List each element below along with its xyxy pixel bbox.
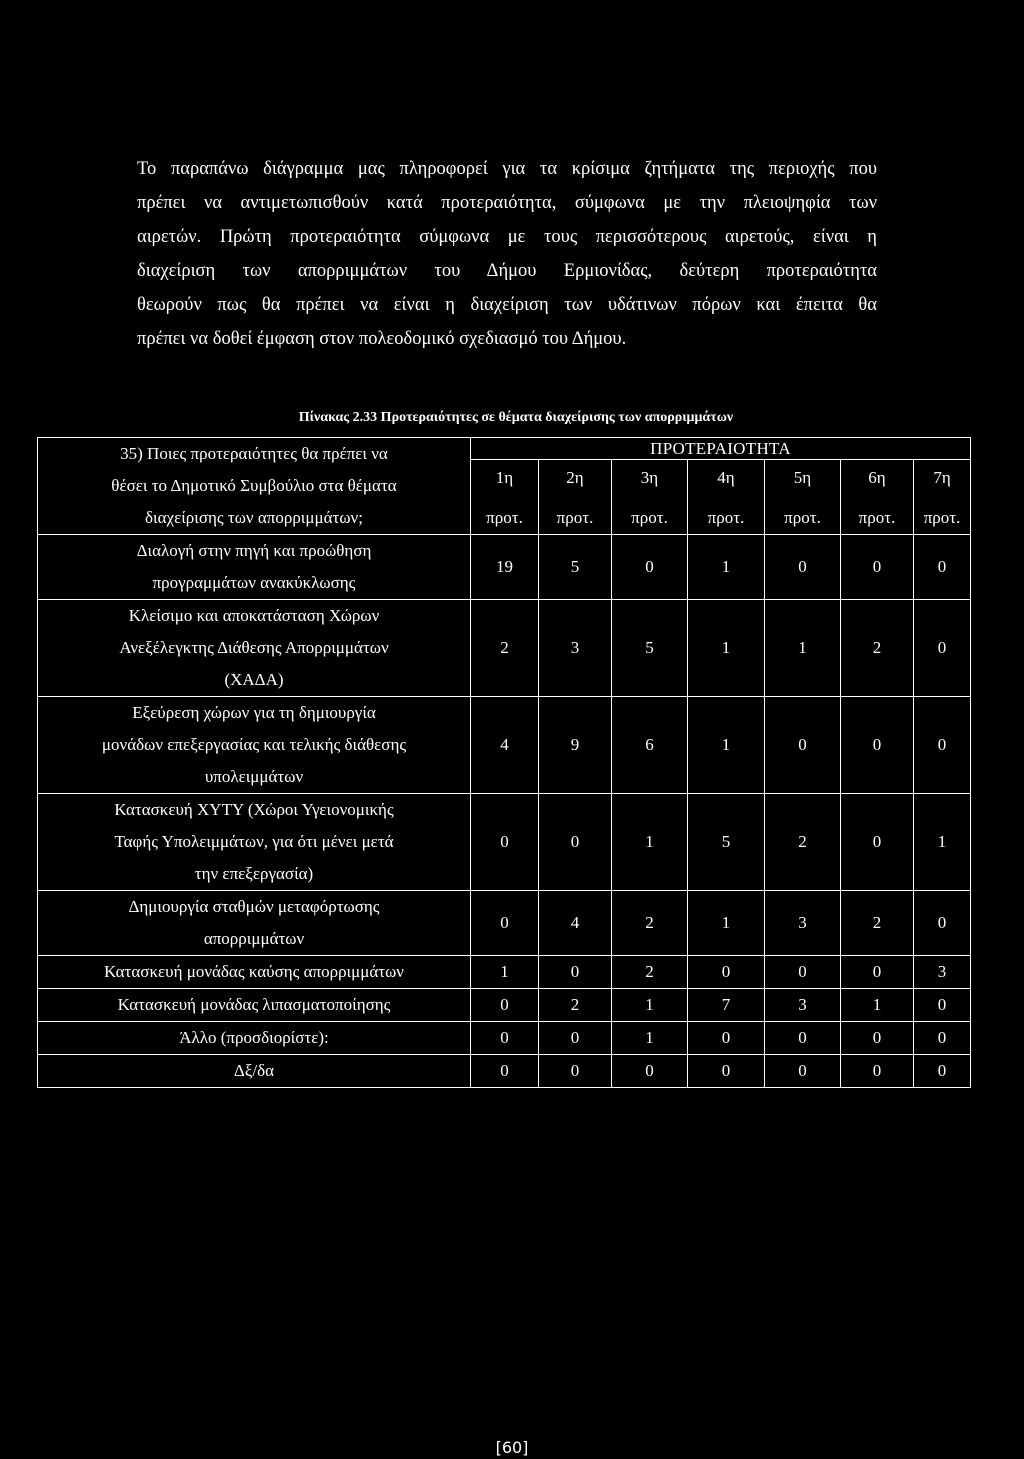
value-cell: 19	[471, 535, 539, 600]
priority-abbrev: προτ.	[923, 508, 961, 528]
priority-col-header	[765, 460, 841, 535]
priority-abbrev: προτ.	[486, 508, 523, 528]
paragraph-line: πρέπει να δοθεί έμφαση στον πολεοδομικό σχεδιασμό του Δήμου.	[137, 329, 627, 349]
priority-abbrev: προτ.	[858, 508, 896, 528]
priority-abbrev: προτ.	[784, 508, 821, 528]
value-cell: 1	[612, 989, 688, 1022]
priority-abbrev: προτ.	[556, 508, 594, 528]
row-label-line: (ΧΑΔΑ)	[224, 670, 284, 689]
value-cell: 0	[539, 1055, 612, 1088]
value-cell: 1	[914, 794, 971, 891]
value-cell: 0	[914, 600, 971, 697]
value-cell: 0	[765, 535, 841, 600]
value-cell: 0	[539, 956, 612, 989]
value-cell: 0	[471, 1022, 539, 1055]
paragraph-line: διαχείριση των απορριμμάτων του Δήμου Ερμιονίδας, δεύτερη προτεραιότητα	[137, 261, 877, 281]
priority-rank: 3η	[640, 468, 659, 488]
priority-col-header	[612, 460, 688, 535]
priority-rank: 7η	[933, 468, 951, 488]
paragraph-line: θεωρούν πως θα πρέπει να είναι η διαχείριση των υδάτινων πόρων και έπειτα θα	[137, 295, 877, 315]
value-cell: 1	[612, 794, 688, 891]
table-row	[38, 697, 971, 794]
row-label	[38, 1055, 471, 1088]
value-cell: 0	[612, 1055, 688, 1088]
paragraph-line: Το παραπάνω διάγραμμα μας πληροφορεί για τα κρίσιμα ζητήματα της περιοχής που	[137, 159, 877, 179]
table-body	[38, 438, 971, 1088]
value-cell: 4	[471, 697, 539, 794]
value-cell: 0	[688, 956, 765, 989]
row-label-line: απορριμμάτων	[203, 929, 305, 948]
table-row	[38, 1022, 971, 1055]
priority-col-header	[841, 460, 914, 535]
row-label-line: Ανεξέλεγκτης Διάθεσης Απορριμμάτων	[119, 638, 389, 657]
priorities-table	[37, 437, 971, 1088]
value-cell: 1	[471, 956, 539, 989]
value-cell: 2	[841, 891, 914, 956]
value-cell: 1	[688, 891, 765, 956]
question-line: θέσει το Δημοτικό Συμβούλιο στα θέματα	[111, 476, 397, 495]
value-cell: 0	[841, 1022, 914, 1055]
value-cell: 1	[765, 600, 841, 697]
priority-abbrev: προτ.	[707, 508, 745, 528]
value-cell: 0	[471, 891, 539, 956]
row-label-line: Κατασκευή μονάδας καύσης απορριμμάτων	[104, 962, 404, 981]
row-label-line: Ταφής Υπολειμμάτων, για ότι μένει μετά	[114, 832, 394, 851]
row-label-line: την επεξεργασία)	[194, 864, 314, 883]
value-cell: 5	[612, 600, 688, 697]
priority-col-header	[688, 460, 765, 535]
paragraph-line: πρέπει να αντιμετωπισθούν κατά προτεραιότητα, σύμφωνα με την πλειοψηφία των	[137, 193, 877, 213]
row-label-line: Δξ/δα	[233, 1061, 275, 1080]
value-cell: 3	[539, 600, 612, 697]
value-cell: 2	[471, 600, 539, 697]
value-cell: 0	[688, 1022, 765, 1055]
value-cell: 2	[841, 600, 914, 697]
value-cell: 2	[612, 956, 688, 989]
priority-title: ΠΡΟΤΕΡΑΙΟΤΗΤΑ	[471, 438, 971, 460]
table-caption: Πίνακας 2.33 Προτεραιότητες σε θέματα διαχείρισης των απορριμμάτων	[298, 410, 734, 425]
value-cell: 0	[914, 1055, 971, 1088]
value-cell: 0	[841, 956, 914, 989]
value-cell: 5	[539, 535, 612, 600]
value-cell: 0	[765, 1055, 841, 1088]
row-label	[38, 1022, 471, 1055]
value-cell: 2	[765, 794, 841, 891]
row-label	[38, 794, 471, 891]
value-cell: 0	[914, 891, 971, 956]
table-row	[38, 989, 971, 1022]
row-label	[38, 535, 471, 600]
row-label-line: Κατασκευή ΧΥΤΥ (Χώροι Υγειονομικής	[114, 800, 394, 819]
page-number: [60]	[495, 1438, 529, 1457]
value-cell: 0	[471, 989, 539, 1022]
row-label	[38, 956, 471, 989]
value-cell: 0	[539, 1022, 612, 1055]
value-cell: 0	[841, 697, 914, 794]
value-cell: 1	[688, 535, 765, 600]
priority-rank: 6η	[868, 468, 886, 488]
priority-rank: 5η	[793, 468, 812, 488]
row-label-line: Διαλογή στην πηγή και προώθηση	[136, 541, 372, 560]
row-label-line: προγραμμάτων ανακύκλωσης	[152, 573, 356, 592]
value-cell: 0	[841, 535, 914, 600]
priority-col-header	[914, 460, 971, 535]
value-cell: 1	[841, 989, 914, 1022]
value-cell: 9	[539, 697, 612, 794]
value-cell: 0	[471, 1055, 539, 1088]
header-row	[38, 438, 971, 460]
table-row	[38, 891, 971, 956]
row-label-line: Κατασκευή μονάδας λιπασματοποίησης	[117, 995, 391, 1014]
value-cell: 3	[765, 989, 841, 1022]
question-line: 35) Ποιες προτεραιότητες θα πρέπει να	[120, 444, 388, 463]
value-cell: 5	[688, 794, 765, 891]
value-cell: 0	[765, 1022, 841, 1055]
value-cell: 0	[914, 989, 971, 1022]
value-cell: 1	[612, 1022, 688, 1055]
question-line: διαχείρισης των απορριμμάτων;	[145, 508, 363, 527]
table-row	[38, 1055, 971, 1088]
value-cell: 0	[539, 794, 612, 891]
value-cell: 3	[914, 956, 971, 989]
table-row	[38, 535, 971, 600]
row-label-line: μονάδων επεξεργασίας και τελικής διάθεσης	[101, 735, 407, 754]
value-cell: 1	[688, 697, 765, 794]
table-row	[38, 600, 971, 697]
priority-rank: 4η	[717, 468, 735, 488]
row-label-line: Κλείσιμο και αποκατάσταση Χώρων	[128, 606, 380, 625]
row-label-line: Εξεύρεση χώρων για τη δημιουργία	[132, 703, 376, 722]
value-cell: 0	[765, 956, 841, 989]
value-cell: 0	[914, 697, 971, 794]
row-label	[38, 989, 471, 1022]
row-label-line: Δημιουργία σταθμών μεταφόρτωσης	[128, 897, 380, 916]
value-cell: 0	[471, 794, 539, 891]
priority-abbrev: προτ.	[631, 508, 668, 528]
value-cell: 0	[612, 535, 688, 600]
value-cell: 2	[539, 989, 612, 1022]
priority-col-header	[539, 460, 612, 535]
priority-col-header	[471, 460, 539, 535]
value-cell: 4	[539, 891, 612, 956]
value-cell: 0	[841, 794, 914, 891]
row-label	[38, 891, 471, 956]
value-cell: 2	[612, 891, 688, 956]
value-cell: 0	[765, 697, 841, 794]
value-cell: 1	[688, 600, 765, 697]
row-label-line: υπολειμμάτων	[204, 767, 304, 786]
value-cell: 6	[612, 697, 688, 794]
row-label-line: Άλλο (προσδιορίστε):	[179, 1028, 329, 1047]
value-cell: 7	[688, 989, 765, 1022]
table-row	[38, 794, 971, 891]
priority-rank: 2η	[566, 468, 584, 488]
question-cell	[38, 438, 471, 535]
paragraph-line: αιρετών. Πρώτη προτεραιότητα σύμφωνα με τους περισσότερους αιρετούς, είναι η	[137, 227, 877, 247]
value-cell: 0	[688, 1055, 765, 1088]
value-cell: 0	[841, 1055, 914, 1088]
value-cell: 3	[765, 891, 841, 956]
row-label	[38, 600, 471, 697]
table-row	[38, 956, 971, 989]
value-cell: 0	[914, 1022, 971, 1055]
priority-rank: 1η	[495, 468, 514, 488]
body-paragraph	[137, 152, 877, 356]
row-label	[38, 697, 471, 794]
value-cell: 0	[914, 535, 971, 600]
